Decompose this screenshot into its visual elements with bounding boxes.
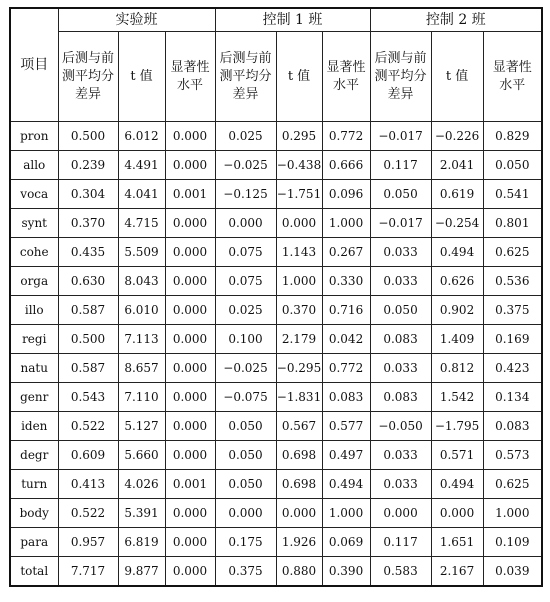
table-cell: 0.025 [215, 122, 276, 151]
table-cell: 0.494 [431, 470, 483, 499]
table-cell: 0.295 [276, 122, 322, 151]
group-header-control-1: 控制 1 班 [215, 8, 370, 32]
table-cell: 0.042 [322, 325, 370, 354]
table-cell: 0.716 [322, 296, 370, 325]
table-cell: 0.494 [431, 238, 483, 267]
table-cell: 5.127 [118, 412, 165, 441]
table-cell: 0.083 [322, 383, 370, 412]
subcol-t-value-header-2 [276, 32, 322, 122]
table-cell: 1.409 [431, 325, 483, 354]
table-cell: 0.413 [58, 470, 118, 499]
table-cell: 0.050 [370, 180, 431, 209]
subcol-t-value-header-3 [431, 32, 483, 122]
table-cell: 0.239 [58, 151, 118, 180]
row-label: cohe [10, 238, 58, 267]
table-row [10, 180, 542, 209]
table-cell: 0.571 [431, 441, 483, 470]
subcol-mean-diff-header-1 [58, 32, 118, 122]
table-cell: 0.025 [215, 296, 276, 325]
table-cell: 4.041 [118, 180, 165, 209]
statistics-table [9, 7, 543, 587]
table-cell: 0.375 [215, 557, 276, 587]
table-cell: 0.083 [483, 412, 542, 441]
table-cell: 0.267 [322, 238, 370, 267]
table-cell: 0.000 [165, 151, 215, 180]
table-cell: 0.000 [215, 499, 276, 528]
table-cell: 2.167 [431, 557, 483, 587]
table-cell: 1.000 [322, 499, 370, 528]
table-cell: −0.025 [215, 354, 276, 383]
table-cell: 0.100 [215, 325, 276, 354]
table-cell: 0.500 [58, 325, 118, 354]
table-cell: 1.000 [483, 499, 542, 528]
table-cell: 0.000 [370, 499, 431, 528]
table-cell: 0.134 [483, 383, 542, 412]
table-row [10, 238, 542, 267]
table-cell: 0.075 [215, 238, 276, 267]
table-cell: 0.619 [431, 180, 483, 209]
subcol-text-line: 测平均分 [61, 68, 114, 84]
table-cell: 0.772 [322, 354, 370, 383]
table-cell: 1.651 [431, 528, 483, 557]
subcol-text-line: 显著性 [492, 59, 532, 75]
table-cell: 1.542 [431, 383, 483, 412]
table-cell: 0.423 [483, 354, 542, 383]
row-label: iden [10, 412, 58, 441]
table-cell: −0.050 [370, 412, 431, 441]
table-cell: 0.957 [58, 528, 118, 557]
subcol-significance-header-3 [483, 32, 542, 122]
table-cell: −0.125 [215, 180, 276, 209]
table-cell: 9.877 [118, 557, 165, 587]
table-row [10, 151, 542, 180]
table-cell: 0.375 [483, 296, 542, 325]
table-cell: −0.017 [370, 209, 431, 238]
table-cell: 0.522 [58, 412, 118, 441]
table-cell: −0.075 [215, 383, 276, 412]
subcol-significance-header-1 [165, 32, 215, 122]
item-column-header: 项目 [10, 8, 58, 122]
table-cell: 1.926 [276, 528, 322, 557]
table-body [10, 122, 542, 587]
table-cell: 0.050 [483, 151, 542, 180]
table-cell: 6.012 [118, 122, 165, 151]
table-cell: 0.050 [215, 412, 276, 441]
table-row [10, 267, 542, 296]
subcol-text-line: t 值 [287, 68, 311, 84]
row-label: body [10, 499, 58, 528]
table-cell: 8.657 [118, 354, 165, 383]
table-cell: 0.801 [483, 209, 542, 238]
subcol-text-line: 差异 [387, 86, 414, 102]
table-cell: 0.000 [165, 209, 215, 238]
table-row [10, 470, 542, 499]
table-cell: 0.050 [370, 296, 431, 325]
table-cell: 0.001 [165, 470, 215, 499]
table-cell: 0.039 [483, 557, 542, 587]
row-label: illo [10, 296, 58, 325]
row-label: voca [10, 180, 58, 209]
table-cell: 0.497 [322, 441, 370, 470]
table-cell: 1.143 [276, 238, 322, 267]
table-cell: 0.626 [431, 267, 483, 296]
table-cell: 0.096 [322, 180, 370, 209]
table-cell: 0.000 [165, 557, 215, 587]
table-cell: −0.295 [276, 354, 322, 383]
table-cell: 0.609 [58, 441, 118, 470]
subcol-text-line: 水平 [177, 77, 204, 93]
table-cell: 5.509 [118, 238, 165, 267]
subcol-text-line: t 值 [130, 68, 153, 84]
table-cell: 0.075 [215, 267, 276, 296]
table-row [10, 354, 542, 383]
table-cell: 6.819 [118, 528, 165, 557]
table-cell: 0.494 [322, 470, 370, 499]
row-label: natu [10, 354, 58, 383]
table-cell: 0.109 [483, 528, 542, 557]
table-cell: 0.698 [276, 470, 322, 499]
table-cell: 0.370 [276, 296, 322, 325]
subcol-text-line: 显著性 [326, 59, 366, 75]
table-row [10, 383, 542, 412]
table-cell: 0.033 [370, 267, 431, 296]
table-cell: 8.043 [118, 267, 165, 296]
table-cell: 0.050 [215, 441, 276, 470]
subcol-text-line: 水平 [499, 77, 526, 93]
table-cell: 0.577 [322, 412, 370, 441]
subcol-significance-header-2 [322, 32, 370, 122]
table-cell: 5.391 [118, 499, 165, 528]
subcol-text-line: 测平均分 [219, 68, 272, 84]
subcol-text-line: 后测与前 [374, 50, 427, 66]
row-label: regi [10, 325, 58, 354]
table-cell: 0.500 [58, 122, 118, 151]
table-cell: −0.254 [431, 209, 483, 238]
table-cell: 6.010 [118, 296, 165, 325]
table-cell: 0.000 [165, 528, 215, 557]
group-header-control-2: 控制 2 班 [370, 8, 542, 32]
table-cell: 0.625 [483, 470, 542, 499]
table-row [10, 528, 542, 557]
header-group-row [10, 8, 542, 32]
table-cell: 0.543 [58, 383, 118, 412]
group-header-experimental: 实验班 [58, 8, 215, 32]
table-cell: 0.902 [431, 296, 483, 325]
subcol-text-line: 差异 [74, 86, 101, 102]
table-cell: 0.829 [483, 122, 542, 151]
table-cell: 0.000 [165, 441, 215, 470]
table-row [10, 412, 542, 441]
table-cell: 0.000 [165, 325, 215, 354]
table-cell: 0.630 [58, 267, 118, 296]
table-cell: −1.831 [276, 383, 322, 412]
table-cell: 1.000 [322, 209, 370, 238]
table-cell: 0.000 [165, 122, 215, 151]
table-cell: 0.000 [165, 412, 215, 441]
subcol-mean-diff-header-2 [215, 32, 276, 122]
subcol-text-line: 后测与前 [219, 50, 272, 66]
table-cell: 2.179 [276, 325, 322, 354]
table-cell: −0.025 [215, 151, 276, 180]
table-cell: −1.795 [431, 412, 483, 441]
table-cell: 0.083 [370, 383, 431, 412]
row-label: total [10, 557, 58, 587]
row-label: pron [10, 122, 58, 151]
table-cell: 1.000 [276, 267, 322, 296]
table-cell: 0.812 [431, 354, 483, 383]
table-cell: 5.660 [118, 441, 165, 470]
table-cell: 0.587 [58, 296, 118, 325]
table-cell: 0.000 [276, 499, 322, 528]
table-cell: 0.330 [322, 267, 370, 296]
row-label: genr [10, 383, 58, 412]
table-cell: 0.169 [483, 325, 542, 354]
table-cell: −0.226 [431, 122, 483, 151]
table-row [10, 122, 542, 151]
table-cell: 0.435 [58, 238, 118, 267]
subcol-text-line: 显著性 [170, 59, 210, 75]
table-cell: 0.880 [276, 557, 322, 587]
table-cell: 0.083 [370, 325, 431, 354]
table-cell: −1.751 [276, 180, 322, 209]
subcol-t-value-header-1 [118, 32, 165, 122]
subcol-text-line: 差异 [232, 86, 259, 102]
table-cell: 7.113 [118, 325, 165, 354]
table-cell: −0.438 [276, 151, 322, 180]
table-cell: 0.000 [165, 354, 215, 383]
table-cell: 0.000 [276, 209, 322, 238]
row-label: synt [10, 209, 58, 238]
table-cell: 0.698 [276, 441, 322, 470]
row-label: para [10, 528, 58, 557]
table-header [10, 8, 542, 122]
table-cell: 0.000 [165, 296, 215, 325]
table-cell: 7.110 [118, 383, 165, 412]
table-cell: 4.026 [118, 470, 165, 499]
table-cell: 0.175 [215, 528, 276, 557]
table-cell: 0.001 [165, 180, 215, 209]
table-cell: 0.587 [58, 354, 118, 383]
table-cell: 0.573 [483, 441, 542, 470]
table-cell: 0.536 [483, 267, 542, 296]
table-row [10, 325, 542, 354]
table-cell: 0.567 [276, 412, 322, 441]
table-cell: 4.715 [118, 209, 165, 238]
row-label: turn [10, 470, 58, 499]
table-cell: 0.000 [165, 238, 215, 267]
table-cell: −0.017 [370, 122, 431, 151]
table-cell: 2.041 [431, 151, 483, 180]
table-cell: 0.033 [370, 238, 431, 267]
table-cell: 0.033 [370, 441, 431, 470]
table-cell: 0.000 [165, 267, 215, 296]
table-cell: 0.117 [370, 151, 431, 180]
table-row [10, 441, 542, 470]
table-row [10, 499, 542, 528]
subcol-text-line: 水平 [333, 77, 360, 93]
table-cell: 0.772 [322, 122, 370, 151]
table-cell: 0.069 [322, 528, 370, 557]
table-cell: 0.000 [165, 499, 215, 528]
table-cell: 0.000 [431, 499, 483, 528]
table-cell: 0.666 [322, 151, 370, 180]
table-cell: 0.583 [370, 557, 431, 587]
table-cell: 0.541 [483, 180, 542, 209]
table-row [10, 209, 542, 238]
table-cell: 0.117 [370, 528, 431, 557]
subcol-mean-diff-header-3 [370, 32, 431, 122]
table-cell: 0.304 [58, 180, 118, 209]
row-label: orga [10, 267, 58, 296]
header-subcolumn-row [10, 32, 542, 122]
table-cell: 7.717 [58, 557, 118, 587]
table-cell: 0.000 [165, 383, 215, 412]
table-cell: 0.000 [215, 209, 276, 238]
table-cell: 0.033 [370, 354, 431, 383]
table-cell: 0.625 [483, 238, 542, 267]
table-cell: 0.390 [322, 557, 370, 587]
row-label: degr [10, 441, 58, 470]
table-row [10, 557, 542, 587]
table-row [10, 296, 542, 325]
table-cell: 0.370 [58, 209, 118, 238]
subcol-text-line: 后测与前 [61, 50, 114, 66]
table-cell: 0.033 [370, 470, 431, 499]
table-cell: 0.522 [58, 499, 118, 528]
subcol-text-line: 测平均分 [374, 68, 427, 84]
subcol-text-line: t 值 [445, 68, 469, 84]
table-cell: 4.491 [118, 151, 165, 180]
row-label: allo [10, 151, 58, 180]
table-cell: 0.050 [215, 470, 276, 499]
